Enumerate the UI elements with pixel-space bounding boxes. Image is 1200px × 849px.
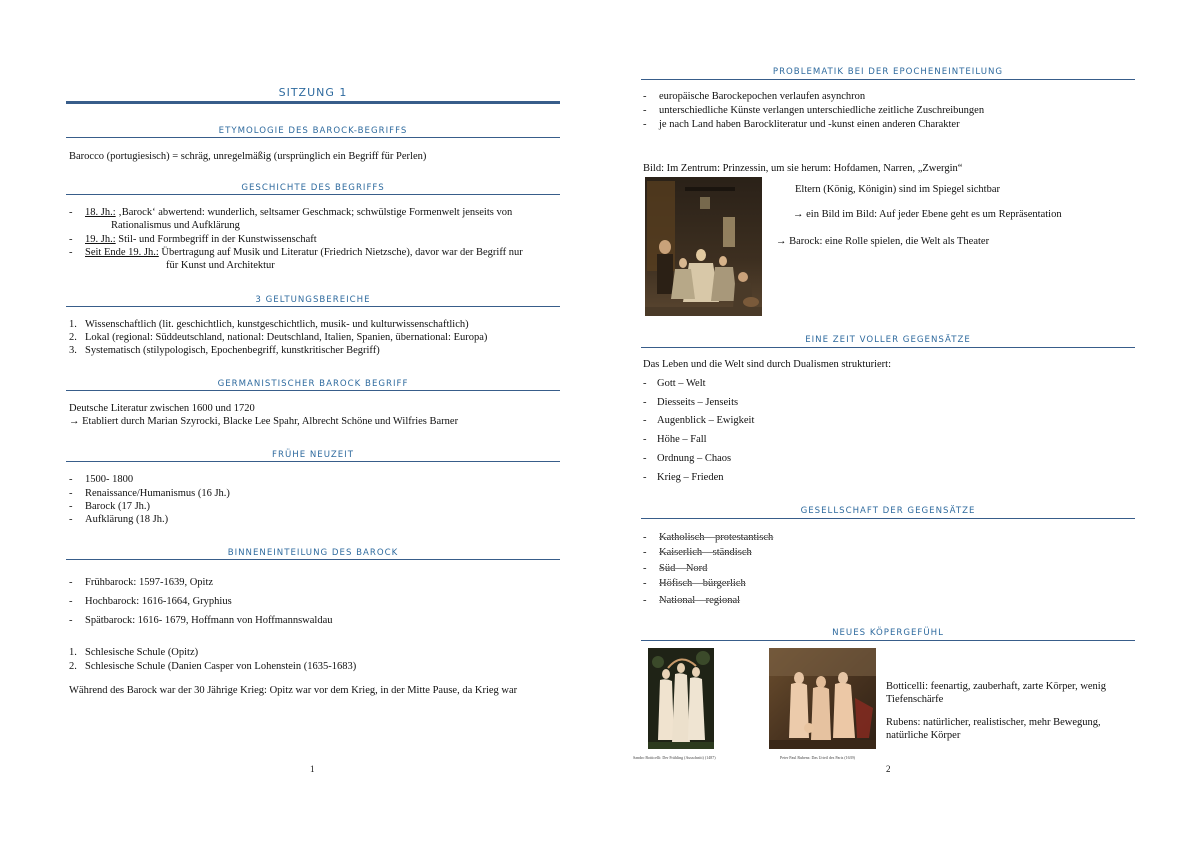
page-title: SITZUNG 1 <box>278 86 348 99</box>
list-item: - <box>643 91 647 102</box>
painting-image <box>645 177 762 316</box>
bild-line3: → ein Bild im Bild: Auf jeder Ebene geht es um Repräsentation <box>793 209 1062 220</box>
list-item: - <box>643 532 647 543</box>
list-item: Höfisch – bürgerlich <box>659 578 746 589</box>
rubens-image <box>769 648 876 749</box>
list-item: National – regional <box>659 595 741 606</box>
list-item: - <box>643 378 647 389</box>
list-item: Spätbarock: 1616- 1679, Hoffmann von Hoffmannswaldau <box>85 615 333 626</box>
heading-binneneinteilung: BINNENEINTEILUNG DES BAROCK <box>227 548 399 558</box>
list-item: - <box>69 488 73 499</box>
list-item: - <box>69 514 73 525</box>
list-item: unterschiedliche Künste verlangen unterschiedliche zeitliche Zuschreibungen <box>659 105 985 116</box>
title-rule <box>66 101 560 104</box>
rule-binneneinteilung <box>66 559 560 560</box>
painting-rubens-icon <box>769 648 876 749</box>
list-item: Aufklärung (18 Jh.) <box>85 514 169 525</box>
list-item: - <box>69 577 73 588</box>
list-item: Diesseits – Jenseits <box>657 397 739 408</box>
list-item: Hochbarock: 1616-1664, Gryphius <box>85 596 232 607</box>
rule-gegensaetze <box>641 347 1135 348</box>
rule-etymologie <box>66 137 560 138</box>
page-number: 1 <box>310 764 315 774</box>
list-item: - <box>643 472 647 483</box>
heading-germanistik: GERMANISTISCHER BAROCK BEGRIFF <box>217 379 409 389</box>
rule-problematik <box>641 79 1135 80</box>
rule-geschichte <box>66 194 560 195</box>
bild-line2: Eltern (König, Königin) sind im Spiegel sichtbar <box>795 184 1001 195</box>
bild-line1: Bild: Im Zentrum: Prinzessin, um sie herum: Hofdamen, Narren, „Zwergin“ <box>643 163 963 174</box>
heading-etymologie: ETYMOLOGIE DES BAROCK-BEGRIFFS <box>218 126 408 136</box>
heading-geltung: 3 GELTUNGSBEREICHE <box>255 295 371 305</box>
etymologie-text: Barocco (portugiesisch) = schräg, unregelmäßig (ursprünglich ein Begriff für Perlen) <box>69 151 427 162</box>
gegensaetze-intro: Das Leben und die Welt sind durch Dualismen strukturiert: <box>643 359 891 370</box>
list-item: Seit Ende 19. Jh.: Übertragung auf Musik und Literatur (Friedrich Nietzsche), davor war der Begriff nur <box>85 247 523 258</box>
heading-gegensaetze: EINE ZEIT VOLLER GEGENSÄTZE <box>805 335 971 345</box>
list-item: 2. <box>69 661 77 672</box>
rule-koerpergefuehl <box>641 640 1135 641</box>
list-item: - <box>69 207 73 218</box>
list-item: - <box>643 415 647 426</box>
list-item: - <box>643 547 647 558</box>
list-item: Höhe – Fall <box>657 434 707 445</box>
krieg-text: Während des Barock war der 30 Jährige Krieg: Opitz war vor dem Krieg, in der Mitte Pause, da Krieg war <box>69 685 518 696</box>
list-item: - <box>643 434 647 445</box>
list-item: - <box>643 563 647 574</box>
heading-geschichte: GESCHICHTE DES BEGRIFFS <box>241 183 385 193</box>
list-item: - <box>643 595 647 606</box>
list-item: Frühbarock: 1597-1639, Opitz <box>85 577 214 588</box>
list-item: - <box>643 105 647 116</box>
list-item: Systematisch (stilypologisch, Epochenbegriff, kunstkritischer Begriff) <box>85 345 380 356</box>
page-right <box>600 0 1200 849</box>
germanistik-line1: Deutsche Literatur zwischen 1600 und 1720 <box>69 403 255 414</box>
heading-koerpergefuehl: NEUES KÖPERGEFÜHL <box>832 628 944 638</box>
list-item: - <box>69 474 73 485</box>
botticelli-image <box>648 648 714 749</box>
list-item: Lokal (regional: Süddeutschland, national: Deutschland, Italien, Spanien, übernational: Europa) <box>85 332 488 343</box>
list-item: - <box>643 578 647 589</box>
painting-las-meninas-icon <box>645 177 762 316</box>
list-item: Katholisch – protestantisch <box>659 532 774 543</box>
list-item: - <box>69 615 73 626</box>
list-item: 1500- 1800 <box>85 474 134 485</box>
rule-fruehe-neuzeit <box>66 461 560 462</box>
bild-line4: → Barock: eine Rolle spielen, die Welt als Theater <box>776 236 990 247</box>
list-item: - <box>69 234 73 245</box>
list-item: Gott – Welt <box>657 378 706 389</box>
list-item: - <box>69 501 73 512</box>
list-item-continuation: Rationalismus und Aufklärung <box>111 220 240 231</box>
heading-gesellschaft: GESELLSCHAFT DER GEGENSÄTZE <box>800 506 976 516</box>
heading-fruehe-neuzeit: FRÜHE NEUZEIT <box>272 450 354 460</box>
painting-botticelli-icon <box>648 648 714 749</box>
list-item: - <box>69 247 73 258</box>
caption-botticelli: Sandro Botticelli: Der Frühling (Ausschnitt) (1487) <box>633 755 716 760</box>
rule-germanistik <box>66 390 560 391</box>
list-item: 1. <box>69 319 77 330</box>
list-item: je nach Land haben Barockliteratur und -kunst einen anderen Charakter <box>659 119 960 130</box>
list-item: Wissenschaftlich (lit. geschichtlich, kunstgeschichtlich, musik- und kulturwissenschaftlich) <box>85 319 469 330</box>
list-item: - <box>643 453 647 464</box>
list-item: Schlesische Schule (Danien Casper von Lohenstein (1635-1683) <box>85 661 357 672</box>
list-item: - <box>69 596 73 607</box>
botticelli-text-2: Tiefenschärfe <box>886 694 944 705</box>
list-item: - <box>643 119 647 130</box>
rule-gesellschaft <box>641 518 1135 519</box>
list-item: 2. <box>69 332 77 343</box>
caption-rubens: Peter Paul Rubens: Das Urteil des Paris (1639) <box>780 755 855 760</box>
list-item: Schlesische Schule (Opitz) <box>85 647 199 658</box>
list-item: Ordnung – Chaos <box>657 453 732 464</box>
list-item: 18. Jh.: ‚Barock‘ abwertend: wunderlich, seltsamer Geschmack; schwülstige Formenwelt jenseits von <box>85 207 513 218</box>
list-item: Kaiserlich – ständisch <box>659 547 752 558</box>
list-item: Krieg – Frieden <box>657 472 724 483</box>
heading-problematik: PROBLEMATIK BEI DER EPOCHENEINTEILUNG <box>772 67 1004 77</box>
list-item: - <box>643 397 647 408</box>
rule-geltung <box>66 306 560 307</box>
list-item: 1. <box>69 647 77 658</box>
list-item-continuation: für Kunst und Architektur <box>166 260 275 271</box>
list-item: Barock (17 Jh.) <box>85 501 151 512</box>
botticelli-text: Botticelli: feenartig, zauberhaft, zarte Körper, wenig <box>886 681 1106 692</box>
rubens-text: Rubens: natürlicher, realistischer, mehr Bewegung, <box>886 717 1101 728</box>
list-item: europäische Barockepochen verlaufen asynchron <box>659 91 866 102</box>
list-item: 19. Jh.: Stil- und Formbegriff in der Kunstwissenschaft <box>85 234 317 245</box>
list-item: Süd – Nord <box>659 563 708 574</box>
page-number: 2 <box>886 764 891 774</box>
rubens-text-2: natürliche Körper <box>886 730 961 741</box>
list-item: 3. <box>69 345 77 356</box>
list-item: Augenblick – Ewigkeit <box>657 415 755 426</box>
germanistik-line2: → Etabliert durch Marian Szyrocki, Blacke Lee Spahr, Albrecht Schöne und Wilfries Barner <box>69 416 459 427</box>
list-item: Renaissance/Humanismus (16 Jh.) <box>85 488 230 499</box>
